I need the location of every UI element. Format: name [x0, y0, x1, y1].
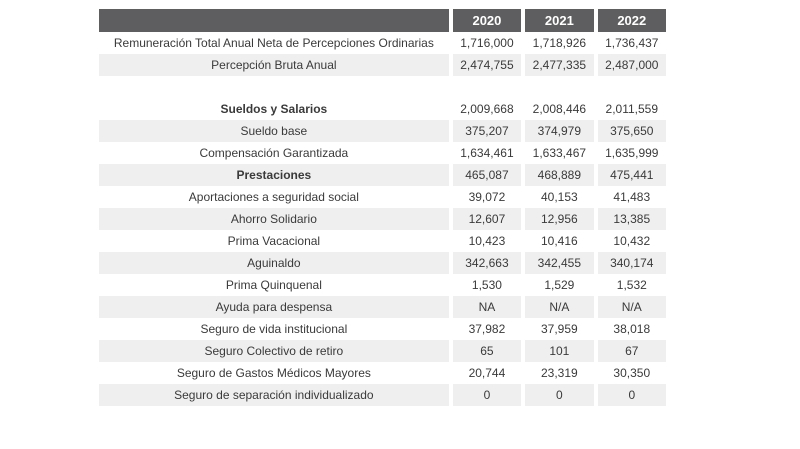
table-row: [99, 296, 666, 318]
row-label: Percepción Bruta Anual: [99, 54, 449, 76]
remuneration-table: [99, 9, 666, 406]
header-year-2021: 2021: [521, 9, 593, 32]
row-label: Prestaciones: [99, 164, 449, 186]
row-value-2022: 41,483: [594, 186, 666, 208]
row-value-2021: 10,416: [521, 230, 593, 252]
table-header-row: [99, 9, 666, 32]
row-value-2021: 0: [521, 384, 593, 406]
row-value-2020: 2,009,668: [449, 98, 521, 120]
table-row: [99, 120, 666, 142]
row-label: Ahorro Solidario: [99, 208, 449, 230]
row-value-2022: 375,650: [594, 120, 666, 142]
header-year-2020: 2020: [449, 9, 521, 32]
row-value-2020: 1,634,461: [449, 142, 521, 164]
table-row: [99, 32, 666, 54]
row-value-2022: 1,635,999: [594, 142, 666, 164]
spacer-cell: [99, 76, 666, 98]
row-value-2021: 1,529: [521, 274, 593, 296]
row-value-2020: 12,607: [449, 208, 521, 230]
table-row: [99, 208, 666, 230]
row-label: Remuneración Total Anual Neta de Percepciones Ordinarias: [113, 36, 434, 50]
row-value-2021: 2,477,335: [521, 54, 593, 76]
row-value-2020: 20,744: [449, 362, 521, 384]
row-value-2020: 1,716,000: [449, 32, 521, 54]
row-value-2021: 1,718,926: [521, 32, 593, 54]
table-body: [99, 32, 666, 406]
row-value-2020: 37,982: [449, 318, 521, 340]
row-value-2020: 1,530: [449, 274, 521, 296]
row-value-2021: 101: [521, 340, 593, 362]
table-row: [99, 98, 666, 120]
row-label: Ayuda para despensa: [99, 296, 449, 318]
row-label: Compensación Garantizada: [199, 146, 349, 160]
row-value-2021: 342,455: [521, 252, 593, 274]
row-label: Prima Quinquenal: [225, 278, 322, 292]
row-value-2020: 10,423: [449, 230, 521, 252]
row-label: Sueldos y Salarios: [220, 102, 328, 116]
table-row: [99, 164, 666, 186]
row-value-2020: 2,474,755: [449, 54, 521, 76]
table-row: [99, 340, 666, 362]
row-value-2021: 40,153: [521, 186, 593, 208]
row-label: Seguro Colectivo de retiro: [99, 340, 449, 362]
table-row: [99, 186, 666, 208]
row-value-2020: NA: [449, 296, 521, 318]
row-label: Aportaciones a seguridad social: [188, 190, 359, 204]
row-value-2022: 38,018: [594, 318, 666, 340]
header-label-cell: [99, 9, 449, 32]
row-value-2022: 30,350: [594, 362, 666, 384]
row-label: Prima Vacacional: [227, 234, 321, 248]
row-value-2022: 475,441: [594, 164, 666, 186]
row-value-2021: 37,959: [521, 318, 593, 340]
row-value-2022: 2,011,559: [594, 98, 666, 120]
row-value-2021: 23,319: [521, 362, 593, 384]
table-row: [99, 274, 666, 296]
table-row: [99, 318, 666, 340]
row-value-2020: 65: [449, 340, 521, 362]
row-value-2020: 342,663: [449, 252, 521, 274]
row-value-2022: 10,432: [594, 230, 666, 252]
row-value-2022: 67: [594, 340, 666, 362]
table-row: [99, 362, 666, 384]
row-value-2022: 13,385: [594, 208, 666, 230]
row-value-2022: 2,487,000: [594, 54, 666, 76]
row-label: Seguro de vida institucional: [200, 322, 348, 336]
spacer-row: [99, 76, 666, 98]
row-value-2022: 1,532: [594, 274, 666, 296]
header-year-2022: 2022: [594, 9, 666, 32]
table-row: [99, 252, 666, 274]
row-value-2022: 1,736,437: [594, 32, 666, 54]
table-row: [99, 142, 666, 164]
row-value-2021: 2,008,446: [521, 98, 593, 120]
row-value-2021: 12,956: [521, 208, 593, 230]
row-label: Seguro de Gastos Médicos Mayores: [176, 366, 371, 380]
row-value-2021: 468,889: [521, 164, 593, 186]
row-label: Seguro de separación individualizado: [99, 384, 449, 406]
row-value-2020: 375,207: [449, 120, 521, 142]
row-value-2020: 465,087: [449, 164, 521, 186]
row-value-2021: 374,979: [521, 120, 593, 142]
table-row: [99, 54, 666, 76]
table-row: [99, 384, 666, 406]
row-value-2022: 340,174: [594, 252, 666, 274]
row-value-2021: 1,633,467: [521, 142, 593, 164]
row-value-2021: N/A: [521, 296, 593, 318]
row-label: Sueldo base: [99, 120, 449, 142]
table-row: [99, 230, 666, 252]
row-value-2022: 0: [594, 384, 666, 406]
row-value-2020: 39,072: [449, 186, 521, 208]
row-label: Aguinaldo: [99, 252, 449, 274]
row-value-2020: 0: [449, 384, 521, 406]
row-value-2022: N/A: [594, 296, 666, 318]
